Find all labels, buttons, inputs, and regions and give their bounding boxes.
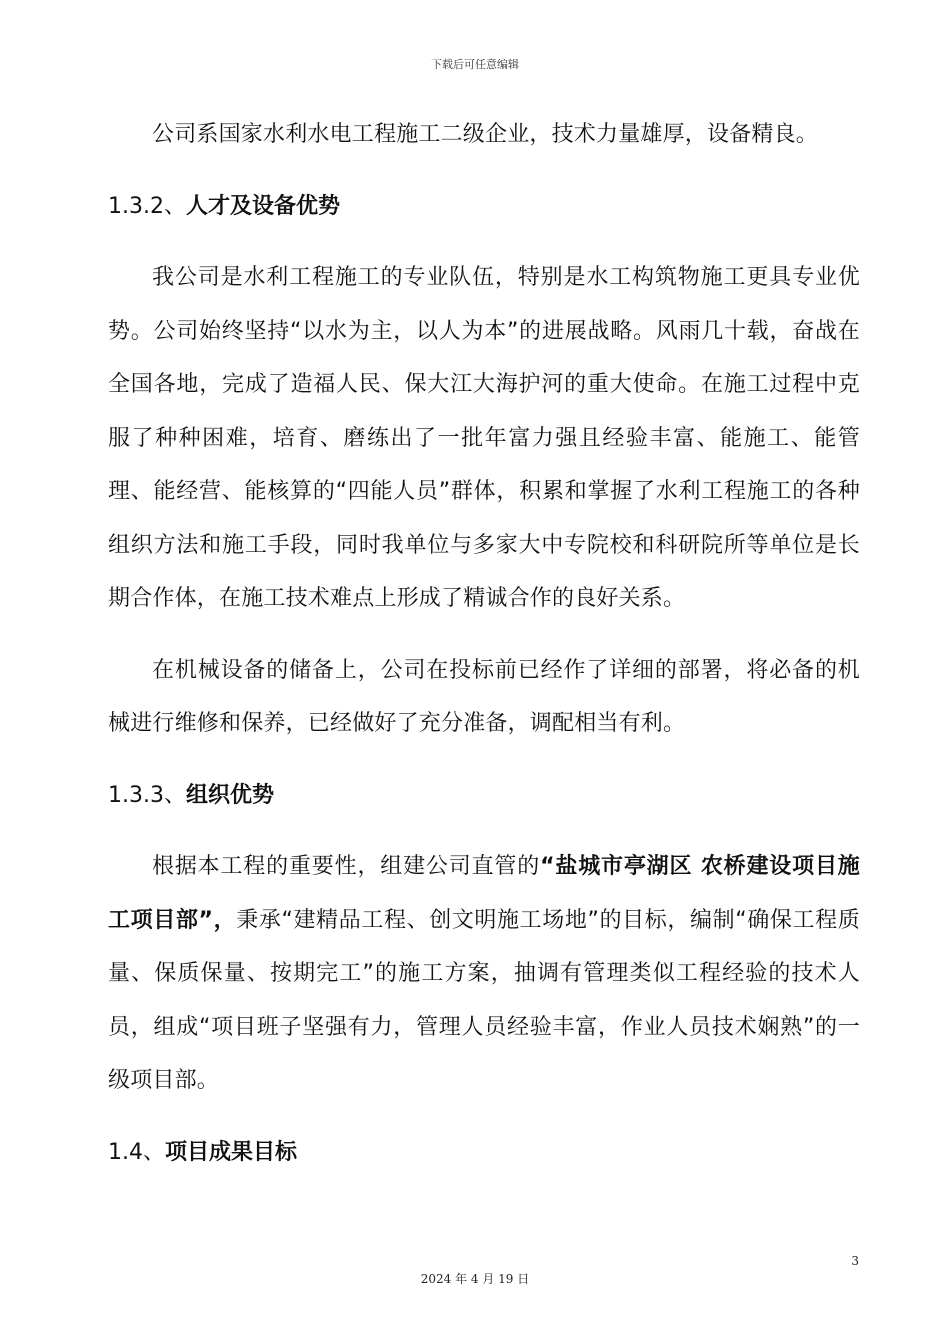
page-number: 3 bbox=[851, 1254, 859, 1268]
heading-1-4 bbox=[108, 1126, 860, 1180]
paragraph-equipment-reserve: 在机械设备的储备上，公司在投标前已经作了详细的部署，将必备的机械进行维修和保养，已经做好了充分准备，调配相当有利。 bbox=[108, 657, 860, 736]
heading-title: 项目成果目标 bbox=[165, 1139, 298, 1165]
heading-title: 人才及设备优势 bbox=[185, 193, 340, 219]
heading-number: 1.3.3、 bbox=[108, 782, 186, 808]
project-department-name: “盐城市亭湖区 农桥建设项目施工项目部”， bbox=[108, 854, 860, 933]
paragraph-talent-advantage: 我公司是水利工程施工的专业队伍，特别是水工构筑物施工更具专业优势。公司始终坚持“以水为主，以人为本”的进展战略。风雨几十载，奋战在全国各地，完成了造福人民、保大江大海护河的重大使命。在施工过程中克服了种种困难，培育、磨练出了一批年富力强且经验丰富、能施工、能管理、能经营、能核算的“四能人员”群体，积累和掌握了水利工程施工的各种组织方法和施工手段，同时我单位与多家大中专院校和科研院所等单位是长期合作体，在施工技术难点上形成了精诚合作的良好关系。 bbox=[108, 265, 860, 611]
page-footer-date: 2024 年 4 月 19 日 bbox=[420, 1272, 530, 1286]
heading-title: 组织优势 bbox=[185, 782, 274, 808]
page-header: 下载后可任意编辑 bbox=[431, 58, 519, 71]
document-body bbox=[108, 108, 860, 1197]
heading-number: 1.4、 bbox=[108, 1139, 165, 1165]
paragraph-company-qualification: 公司系国家水利水电工程施工二级企业，技术力量雄厚，设备精良。 bbox=[152, 122, 819, 147]
heading-1-3-2 bbox=[108, 180, 860, 234]
paragraph-organization-advantage bbox=[108, 840, 860, 1108]
paragraph-text: 秉承“建精品工程、创文明施工场地”的目标，编制“确保工程质量、保质保量、按期完工”的施工方案，抽调有管理类似工程经验的技术人员，组成“项目班子坚强有力，管理人员经验丰富，作业人员技术娴熟”的一级项目部。 bbox=[108, 907, 860, 1093]
heading-number: 1.3.2、 bbox=[108, 193, 186, 219]
paragraph-text: 根据本工程的重要性，组建公司直管的 bbox=[152, 854, 541, 879]
heading-1-3-3 bbox=[108, 769, 860, 823]
